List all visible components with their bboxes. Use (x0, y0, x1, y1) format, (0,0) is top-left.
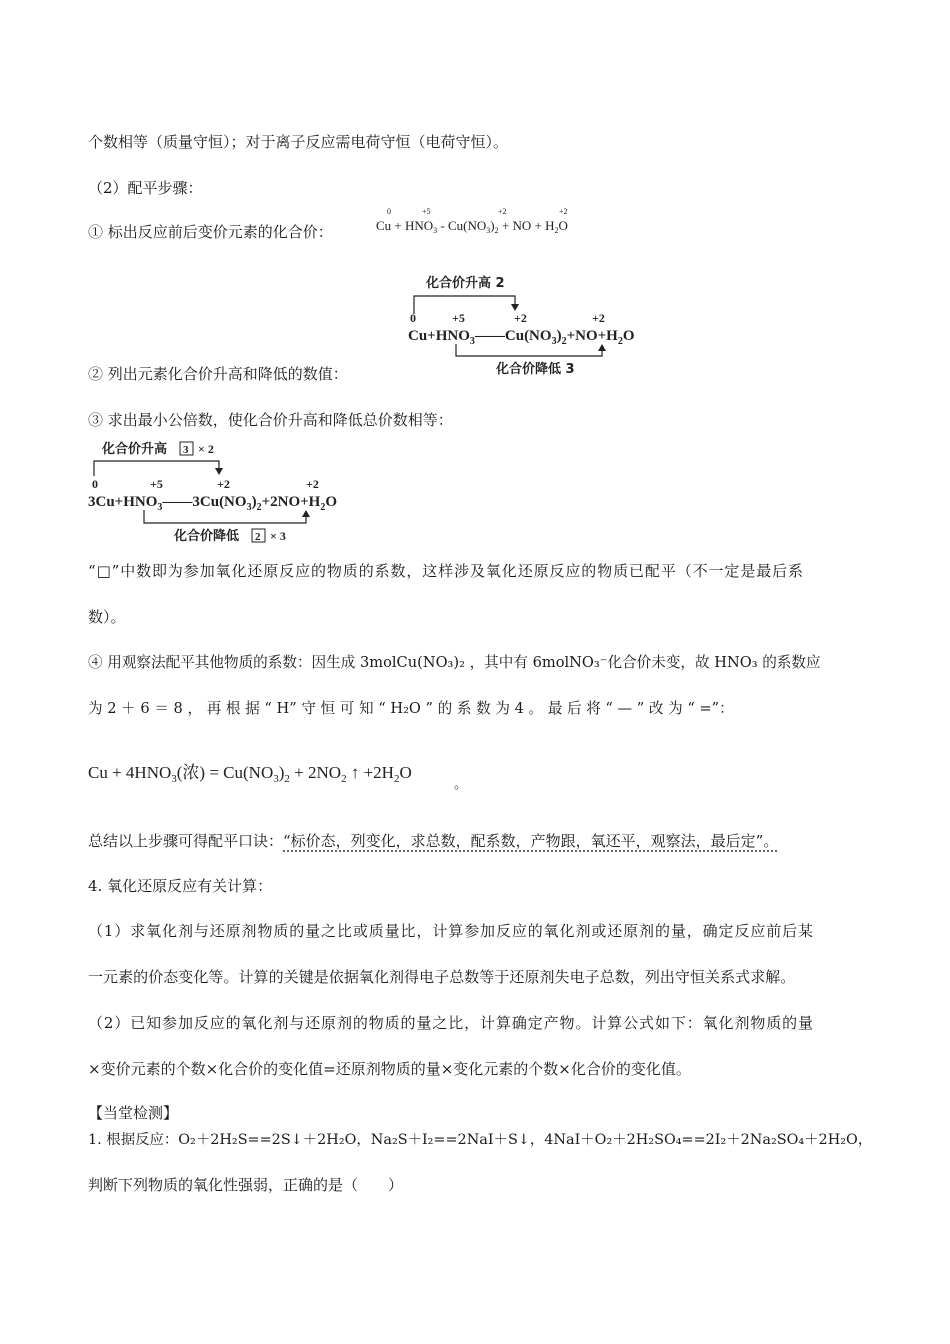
text-line-7: 数）。 (88, 608, 126, 626)
text-line-13: 一元素的价态变化等。计算的关键是依据氧化剂得电子总数等于还原剂失电子总数，列出守恒关系式求解。 (88, 968, 796, 986)
svg-text:0: 0 (410, 311, 416, 325)
balancing-mnemonic: “标价态，列变化，求总数，配系数，产物跟，氧还平，观察法，最后定”。 (283, 832, 779, 850)
text-line-5: ③ 求出最小公倍数，使化合价升高和降低总价数相等： (88, 411, 453, 429)
svg-text:3: 3 (183, 444, 189, 456)
mnemonic-intro: 总结以上步骤可得配平口诀： (88, 832, 284, 850)
text-line-12: （1）求氧化剂与还原剂物质的量之比或质量比，计算参加反应的氧化剂或还原剂的量，确定反应前后某 (88, 922, 814, 940)
text-line-4: ② 列出元素化合价升高和降低的数值： (88, 365, 348, 383)
svg-text:× 3: × 3 (270, 529, 286, 543)
svg-text:0: 0 (92, 477, 98, 491)
text-line-8: ④ 用观察法配平其他物质的系数：因生成 3molCu(NO₃)₂ ，其中有 6molNO₃⁻化合价未变，故 HNO₃ 的系数应 (88, 654, 821, 671)
svg-text:。: 。 (454, 776, 468, 791)
valence-rise-label: 化合价升高 2 (426, 276, 505, 291)
valence-change-diagram-2 (84, 436, 384, 548)
svg-text:2: 2 (255, 531, 261, 543)
svg-text:Cu + 4HNO3(浓) = Cu(NO3)2 + 2NO: $Cu + 4HNO_3$(浓) = $Cu(NO_3)_2 + 2NO_2$ ↑ $+2H_2O$ (88, 763, 412, 785)
svg-text:化合价升高 (101, 441, 167, 457)
text-line-17: 1. 根据反应：O₂＋2H₂S==2S↓＋2H₂O，Na₂S＋I₂==2NaI＋S↓，4NaI＋O₂＋2H₂SO₄==2I₂＋2Na₂SO₄＋2H₂O， (88, 1132, 873, 1148)
valence-rise-label-2: 化合价升高 (102, 442, 168, 457)
text-line-15: ×变价元素的个数×化合价的变化值=还原剂物质的量×变化元素的个数×化合价的变化值。 (88, 1060, 691, 1078)
text-line-14: （2）已知参加反应的氧化剂与还原剂的物质的量之比，计算确定产物。计算公式如下：氧化剂物质的量 (88, 1014, 814, 1032)
svg-text:+2: +2 (514, 311, 527, 325)
valence-drop-label-2: 化合价降低 (174, 529, 240, 544)
svg-text:化合价降低 (173, 528, 240, 544)
svg-text:+2: +2 (306, 477, 319, 491)
svg-text:+2: +2 (592, 311, 605, 325)
oxidation-state-formula (370, 203, 650, 239)
text-line-2: （2）配平步骤： (88, 179, 203, 197)
text-line-1: 个数相等（质量守恒）；对于离子反应需电荷守恒（电荷守恒）。 (88, 133, 509, 151)
text-line-3: ① 标出反应前后变价元素的化合价： (88, 223, 333, 241)
valence-drop-label: 化合价降低 3 (496, 362, 575, 377)
text-line-6: “□”中数即为参加氧化还原反应的物质的系数，这样涉及氧化还原反应的物质已配平（不一定是最后系 (88, 562, 804, 580)
svg-text:+5: +5 (150, 477, 163, 491)
balanced-equation (84, 752, 504, 792)
formula-1: $Cu + HNO_3 - Cu(NO_3)_2$ + NO + $H_2O$ (376, 218, 568, 235)
svg-text:+5: +5 (452, 311, 465, 325)
ox-n3: +2 (559, 207, 568, 216)
ox-cu: 0 (387, 207, 391, 216)
text-line-18: 判断下列物质的氧化性强弱，正确的是（ ） (88, 1176, 404, 1194)
text-line-9: 为 2 ＋ 6 ＝ 8 ， 再 根 据 “ H” 守 恒 可 知 “ H₂O ” 的 系 数 为 4 。 最 后 将 “ — ” 改 为 “ =”： (88, 700, 734, 717)
section-heading-quiz: 【当堂检测】 (88, 1104, 179, 1122)
valence-change-diagram-1 (404, 270, 674, 380)
text-line-11: 4. 氧化还原反应有关计算： (88, 877, 273, 895)
text-line-10 (88, 830, 778, 851)
ox-n2: +2 (498, 207, 507, 216)
diagram2-equation: $3Cu+HNO_3——3Cu(NO_3)_2+2NO+H_2O$ (88, 494, 337, 513)
ox-n1: +5 (422, 207, 431, 216)
svg-text:+2: +2 (217, 477, 230, 491)
svg-text:× 2: × 2 (198, 442, 214, 456)
diagram1-equation: $Cu+HNO_3——Cu(NO_3)_2+NO+H_2O$ (408, 328, 635, 347)
